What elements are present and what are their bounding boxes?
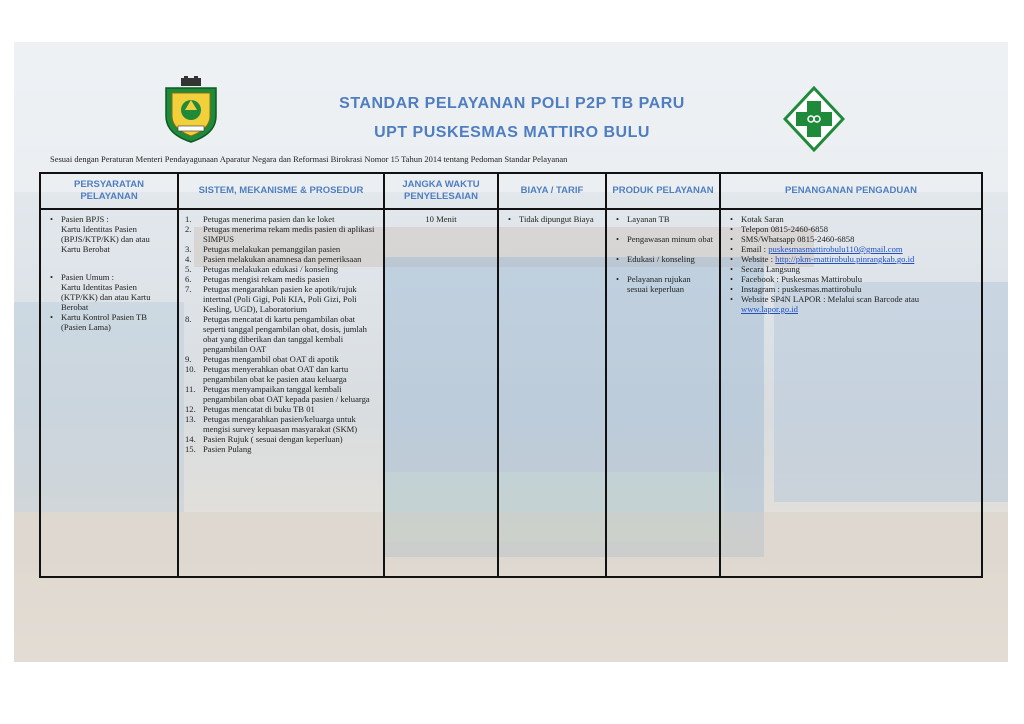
complaint-channel <box>727 274 975 284</box>
biaya-body <box>499 210 605 228</box>
procedure-step <box>185 224 377 244</box>
column-sistem <box>179 174 385 576</box>
step-text: Petugas menyerahkan obat OAT dan kartu pengambilan obat ke pasien atau keluarga <box>203 364 349 384</box>
list-item <box>47 312 171 332</box>
step-number: 10. <box>185 364 196 374</box>
procedure-step <box>185 364 377 384</box>
channel-text: Email : <box>741 244 769 254</box>
channel-text: Secara Langsung <box>741 264 800 274</box>
step-text: Petugas melakukan pemanggilan pasien <box>203 244 341 254</box>
list-item: • Edukasi / konseling <box>613 254 713 264</box>
channel-text: SMS/Whatsapp 0815-2460-6858 <box>741 234 855 244</box>
step-number: 11. <box>185 384 196 394</box>
complaint-channel <box>727 234 975 244</box>
complaint-channel <box>727 294 975 314</box>
step-number: 2. <box>185 224 192 234</box>
procedure-step <box>185 414 377 434</box>
page-title: STANDAR PELAYANAN POLI P2P TB PARU <box>339 95 685 112</box>
step-number: 3. <box>185 244 192 254</box>
list-item: • Pengawasan minum obat <box>613 234 713 244</box>
step-number: 13. <box>185 414 196 424</box>
procedure-step <box>185 444 377 454</box>
step-text: Petugas menerima pasien dan ke loket <box>203 214 335 224</box>
channel-text: Telepon 0815-2460-6858 <box>741 224 828 234</box>
step-number: 1. <box>185 214 192 224</box>
channel-link[interactable]: puskesmasmattirobulu110@gmail.com <box>768 244 903 254</box>
list-item: • Pelayanan rujukan sesuai keperluan <box>613 274 713 294</box>
header-jangka-waktu: JANGKA WAKTU PENYELESAIAN <box>385 174 497 210</box>
item-label: • Pasien Umum : <box>61 272 114 282</box>
procedure-step <box>185 284 377 314</box>
procedure-step <box>185 314 377 354</box>
complaint-channel <box>727 224 975 234</box>
step-number: 15. <box>185 444 196 454</box>
channel-text: Website : <box>741 254 776 264</box>
procedure-step <box>185 214 377 224</box>
step-text: Petugas mencatat di buku TB 01 <box>203 404 315 414</box>
list-item <box>47 214 171 254</box>
complaint-channel-list <box>727 214 975 314</box>
list-item <box>47 272 171 312</box>
persyaratan-body <box>41 210 177 336</box>
procedure-step <box>185 404 377 414</box>
column-pengaduan <box>721 174 981 576</box>
step-number: 7. <box>185 284 192 294</box>
column-persyaratan <box>41 174 179 576</box>
column-jangka-waktu <box>385 174 499 576</box>
channel-text: Website SP4N LAPOR : Melalui scan Barcode atau <box>741 294 920 304</box>
channel-text: Facebook : Puskesmas Mattirobulu <box>741 274 863 284</box>
header-biaya: BIAYA / TARIF <box>499 174 605 210</box>
sistem-body <box>179 210 383 458</box>
item-detail: Kartu Identitas Pasien (BPJS/KTP/KK) dan atau Kartu Berobat <box>61 224 150 254</box>
procedure-step <box>185 434 377 444</box>
step-text: Pasien melakukan anamnesa dan pemeriksaan <box>203 254 362 264</box>
header-produk: PRODUK PELAYANAN <box>607 174 719 210</box>
step-text: Petugas menyampaikan tanggal kembali pengambilan obat OAT kepada pasien / keluarga <box>203 384 370 404</box>
complaint-channel <box>727 254 975 264</box>
procedure-step <box>185 254 377 264</box>
channel-text: Instagram : puskesmas.mattirobulu <box>741 284 862 294</box>
list-item: • Layanan TB <box>613 214 713 224</box>
step-number: 14. <box>185 434 196 444</box>
procedure-step <box>185 274 377 284</box>
service-standard-table <box>39 172 983 578</box>
header-sistem: SISTEM, MEKANISME & PROSEDUR <box>179 174 383 210</box>
procedure-step <box>185 244 377 254</box>
item-label: • Kartu Kontrol Pasien TB (Pasien Lama) <box>61 312 148 332</box>
procedure-step <box>185 264 377 274</box>
procedure-step <box>185 384 377 404</box>
step-text: Petugas melakukan edukasi / konseling <box>203 264 339 274</box>
item-detail: Kartu Identitas Pasien (KTP/KK) dan atau Kartu Berobat <box>61 282 151 312</box>
page-subtitle: UPT PUSKESMAS MATTIRO BULU <box>374 124 650 141</box>
step-text: Pasien Rujuk ( sesuai dengan keperluan) <box>203 434 343 444</box>
step-text: Petugas mengarahkan pasien/keluarga untuk mengisi survey kepuasan masyarakat (SKM) <box>203 414 358 434</box>
complaint-channel <box>727 264 975 274</box>
step-number: 5. <box>185 264 192 274</box>
complaint-channel <box>727 284 975 294</box>
step-text: Petugas mengarahkan pasien ke apotik/rujuk intertnal (Poli Gigi, Poli KIA, Poli Gizi, Poli Kesling, UGD), Laboratorium <box>203 284 357 314</box>
header-pengaduan: PENANGANAN PENGADUAN <box>721 174 981 210</box>
header-persyaratan: PERSYARATAN PELAYANAN <box>41 174 177 210</box>
item-label: • Pasien BPJS : <box>61 214 109 224</box>
jangka-waktu-value: 10 Menit <box>425 214 457 224</box>
step-text: Petugas menerima rekam medis pasien di aplikasi SIMPUS <box>203 224 375 244</box>
channel-text: Kotak Saran <box>741 214 784 224</box>
step-text: Pasien Pulang <box>203 444 252 454</box>
step-text: Petugas mencatat di kartu pengambilan obat seperti tanggal pengambilan obat, dosis, jumlah obat yang diberikan dan tanggal kembali pengambilan OAT <box>203 314 367 354</box>
procedure-list <box>185 214 377 454</box>
step-number: 12. <box>185 404 196 414</box>
column-biaya <box>499 174 607 576</box>
column-produk <box>607 174 721 576</box>
regulation-intro: Sesuai dengan Peraturan Menteri Pendayagunaan Aparatur Negara dan Reformasi Birokrasi Nomor 15 Tahun 2014 tentang Pedoman Standar Pelayanan <box>50 154 568 164</box>
step-number: 6. <box>185 274 192 284</box>
channel-link[interactable]: http://pkm-mattirobulu.pinrangkab.go.id <box>775 254 915 264</box>
complaint-channel <box>727 214 975 224</box>
step-number: 4. <box>185 254 192 264</box>
step-text: Petugas mengambil obat OAT di apotik <box>203 354 339 364</box>
procedure-step <box>185 354 377 364</box>
pengaduan-body <box>721 210 981 318</box>
produk-body <box>607 210 719 298</box>
channel-link[interactable]: www.lapor.go.id <box>741 304 798 314</box>
step-text: Petugas mengisi rekam medis pasien <box>203 274 330 284</box>
step-number: 8. <box>185 314 192 324</box>
complaint-channel <box>727 244 975 254</box>
step-number: 9. <box>185 354 192 364</box>
list-item: • Tidak dipungut Biaya <box>505 214 599 224</box>
